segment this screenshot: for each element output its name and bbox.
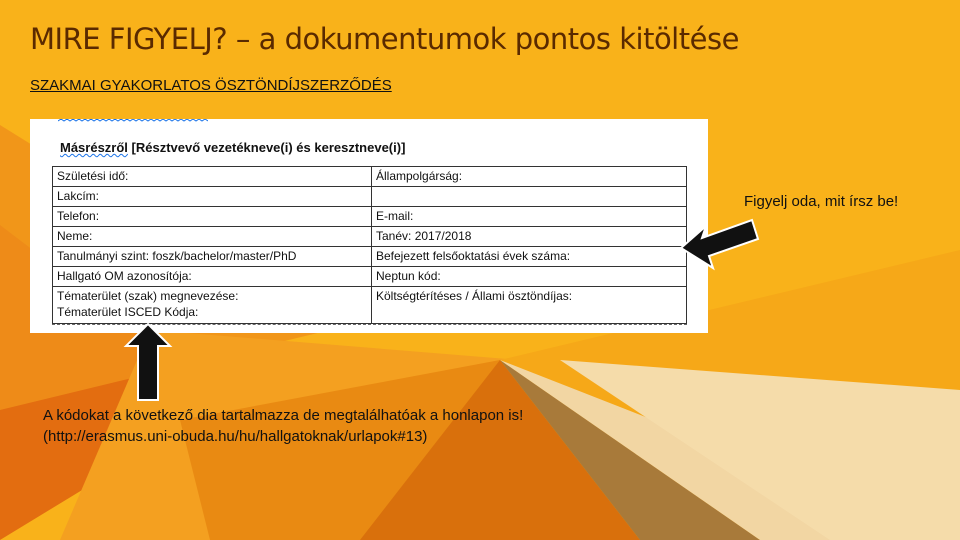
table-cell: E-mail:: [372, 207, 687, 227]
table-cell: Költségtérítéses / Állami ösztöndíjas:: [372, 287, 687, 324]
document-type-label: SZAKMAI GYAKORLATOS ÖSZTÖNDÍJSZERZŐDÉS: [30, 77, 392, 94]
form-screenshot: [30, 119, 708, 333]
table-row: [53, 207, 687, 227]
table-row: [53, 287, 687, 324]
table-cell: [372, 187, 687, 207]
callout-text: Figyelj oda, mit írsz be!: [744, 193, 899, 210]
page-title: MIRE FIGYELJ? – a dokumentumok pontos kitöltése: [30, 22, 739, 56]
table-cell: Telefon:: [53, 207, 372, 227]
participant-data-table: [52, 166, 687, 324]
table-cell: Tanév: 2017/2018: [372, 227, 687, 247]
table-cell: [53, 287, 372, 324]
table-cell: Neme:: [53, 227, 372, 247]
table-cell-line: Tématerület ISCED Kódja:: [57, 305, 199, 319]
table-cell: Tanulmányi szint: foszk/bachelor/master/PhD: [53, 247, 372, 267]
form-heading-participant: [Résztvevő vezetékneve(i) és keresztneve(i)]: [131, 140, 406, 155]
table-cell-line: Tématerület (szak) megnevezése:: [57, 289, 239, 303]
info-note-text: A kódokat a következő dia tartalmazza de megtalálhatóak a honlapon is!: [43, 407, 524, 424]
table-row: [53, 167, 687, 187]
table-cell: Lakcím:: [53, 187, 372, 207]
spellcheck-squiggle: [58, 119, 208, 123]
table-row: [53, 247, 687, 267]
info-note-link[interactable]: (http://erasmus.uni-obuda.hu/hu/hallgatoknak/urlapok#13): [43, 428, 428, 445]
form-heading: [60, 140, 405, 155]
table-cell: Befejezett felsőoktatási évek száma:: [372, 247, 687, 267]
table-row: [53, 227, 687, 247]
table-cell: Hallgató OM azonosítója:: [53, 267, 372, 287]
table-cell: Születési idő:: [53, 167, 372, 187]
table-row: [53, 187, 687, 207]
table-row: [53, 267, 687, 287]
page-break-line: [52, 324, 687, 325]
table-cell: Állampolgárság:: [372, 167, 687, 187]
table-cell: Neptun kód:: [372, 267, 687, 287]
info-note: [43, 405, 523, 447]
form-heading-prefix: Másrészről: [60, 140, 128, 155]
